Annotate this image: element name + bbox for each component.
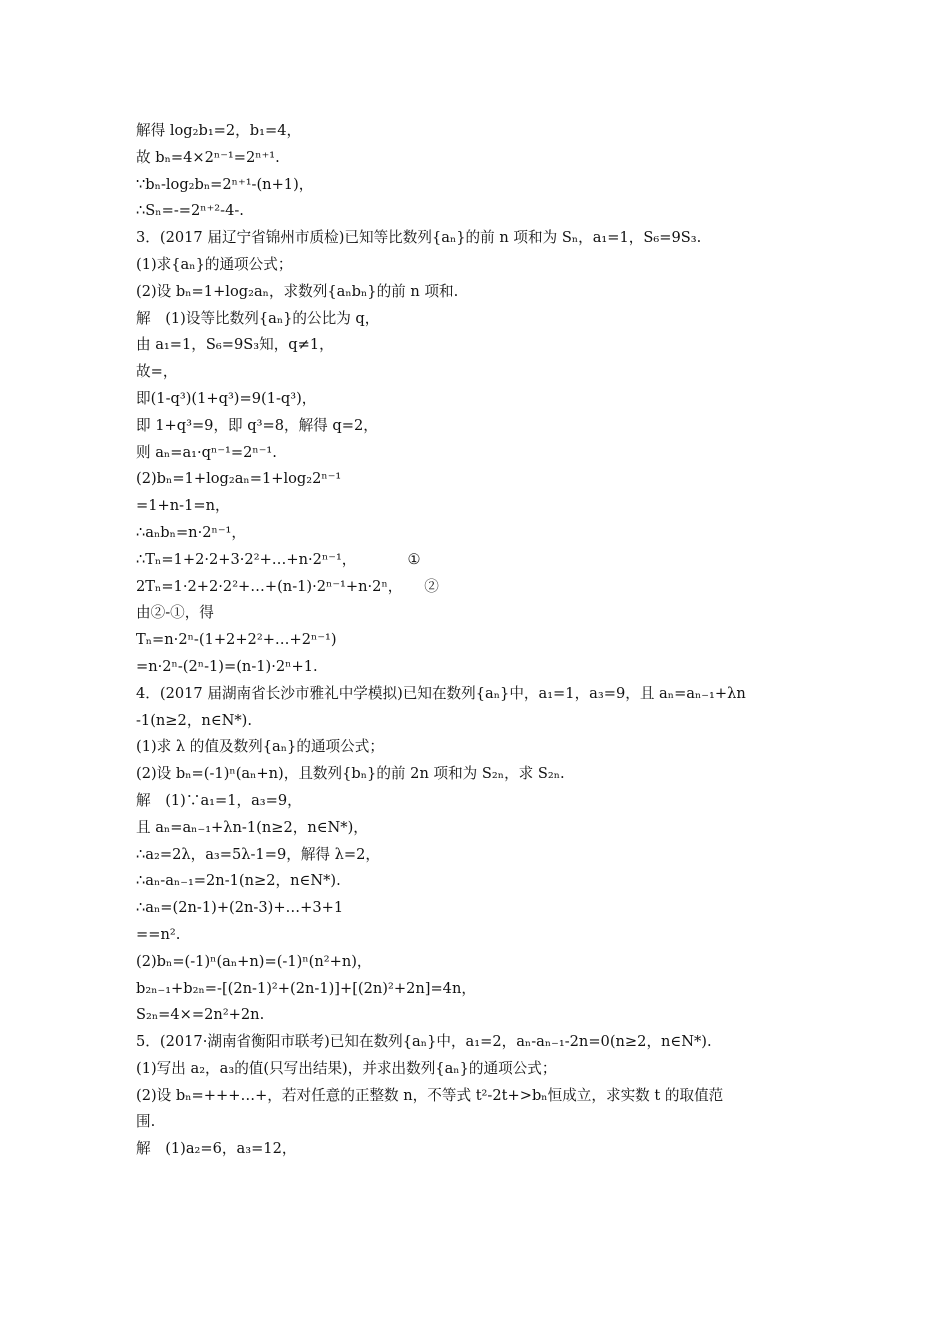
problem-4-statement: 4．(2017 届湖南省长沙市雅礼中学模拟)已知在数列{aₙ}中，a₁=1，a₃=9，且 aₙ=aₙ₋₁+λn: [136, 684, 746, 702]
text-line: =1+n-1=n，: [136, 497, 230, 515]
text-line: 由 a₁=1，S₆=9S₃知，q≠1，: [136, 336, 334, 354]
text-line: 故=，: [136, 363, 178, 381]
text-line: (2)bₙ=(-1)ⁿ(aₙ+n)=(-1)ⁿ(n²+n)，: [136, 952, 372, 970]
text-line: (2)bₙ=1+log₂aₙ=1+log₂2ⁿ⁻¹: [136, 470, 342, 488]
text-line: ==n².: [136, 925, 181, 943]
text-line: 则 aₙ=a₁·qⁿ⁻¹=2ⁿ⁻¹.: [136, 443, 277, 461]
document-body: [136, 118, 826, 1163]
text-line: ∴a₂=2λ，a₃=5λ-1=9，解得 λ=2，: [136, 845, 381, 863]
text-line: (2)设 bₙ=+++…+，若对任意的正整数 n，不等式 t²-2t+>bₙ恒成立，求实数 t 的取值范: [136, 1086, 724, 1104]
solution-4-start: 解 (1)∵a₁=1，a₃=9，: [136, 791, 302, 809]
text-line: 即 1+q³=9，即 q³=8，解得 q=2，: [136, 416, 378, 434]
text-line: (1)求 λ 的值及数列{aₙ}的通项公式；: [136, 738, 384, 756]
text-line: S₂ₙ=4×=2n²+2n.: [136, 1006, 265, 1024]
text-line: -1(n≥2，n∈N*).: [136, 711, 253, 729]
text-line: (1)写出 a₂，a₃的值(只写出结果)，并求出数列{aₙ}的通项公式；: [136, 1059, 557, 1077]
equation-1: ∴Tₙ=1+2·2+3·2²+…+n·2ⁿ⁻¹， ①: [136, 550, 421, 568]
text-line: ∵bₙ-log₂bₙ=2ⁿ⁺¹-(n+1)，: [136, 175, 314, 193]
text-line: Tₙ=n·2ⁿ-(1+2+2²+…+2ⁿ⁻¹): [136, 631, 337, 649]
problem-3-statement: 3．(2017 届辽宁省锦州市质检)已知等比数列{aₙ}的前 n 项和为 Sₙ，a₁=1，S₆=9S₃.: [136, 229, 702, 247]
text-line: ∴aₙ-aₙ₋₁=2n-1(n≥2，n∈N*).: [136, 872, 341, 890]
text-line: (2)设 bₙ=1+log₂aₙ，求数列{aₙbₙ}的前 n 项和.: [136, 282, 459, 300]
problem-5-statement: 5．(2017·湖南省衡阳市联考)已知在数列{aₙ}中，a₁=2，aₙ-aₙ₋₁-2n=0(n≥2，n∈N*).: [136, 1033, 712, 1051]
text-line: 故 bₙ=4×2ⁿ⁻¹=2ⁿ⁺¹.: [136, 148, 280, 166]
text-line: b₂ₙ₋₁+b₂ₙ=-[(2n-1)²+(2n-1)]+[(2n)²+2n]=4n，: [136, 979, 476, 997]
text-line: =n·2ⁿ-(2ⁿ-1)=(n-1)·2ⁿ+1.: [136, 657, 318, 675]
text-line: ∴aₙ=(2n-1)+(2n-3)+…+3+1: [136, 899, 344, 917]
text-line: 围.: [136, 1113, 156, 1131]
text-line: 解得 log₂b₁=2，b₁=4，: [136, 122, 302, 139]
text-line: 由②-①，得: [136, 604, 214, 622]
text-line: (2)设 bₙ=(-1)ⁿ(aₙ+n)，且数列{bₙ}的前 2n 项和为 S₂ₙ，求 S₂ₙ.: [136, 765, 565, 783]
text-line: (1)求{aₙ}的通项公式；: [136, 255, 293, 273]
solution-3-start: 解 (1)设等比数列{aₙ}的公比为 q，: [136, 309, 380, 327]
text-line: ∴aₙbₙ=n·2ⁿ⁻¹，: [136, 523, 246, 541]
equation-2: 2Tₙ=1·2+2·2²+…+(n-1)·2ⁿ⁻¹+n·2ⁿ， ②: [136, 577, 439, 595]
solution-5-start: 解 (1)a₂=6，a₃=12，: [136, 1140, 297, 1158]
text-line: 且 aₙ=aₙ₋₁+λn-1(n≥2，n∈N*)，: [136, 818, 368, 836]
text-line: 即(1-q³)(1+q³)=9(1-q³)，: [136, 389, 317, 407]
text-line: ∴Sₙ=-=2ⁿ⁺²-4-.: [136, 202, 244, 220]
